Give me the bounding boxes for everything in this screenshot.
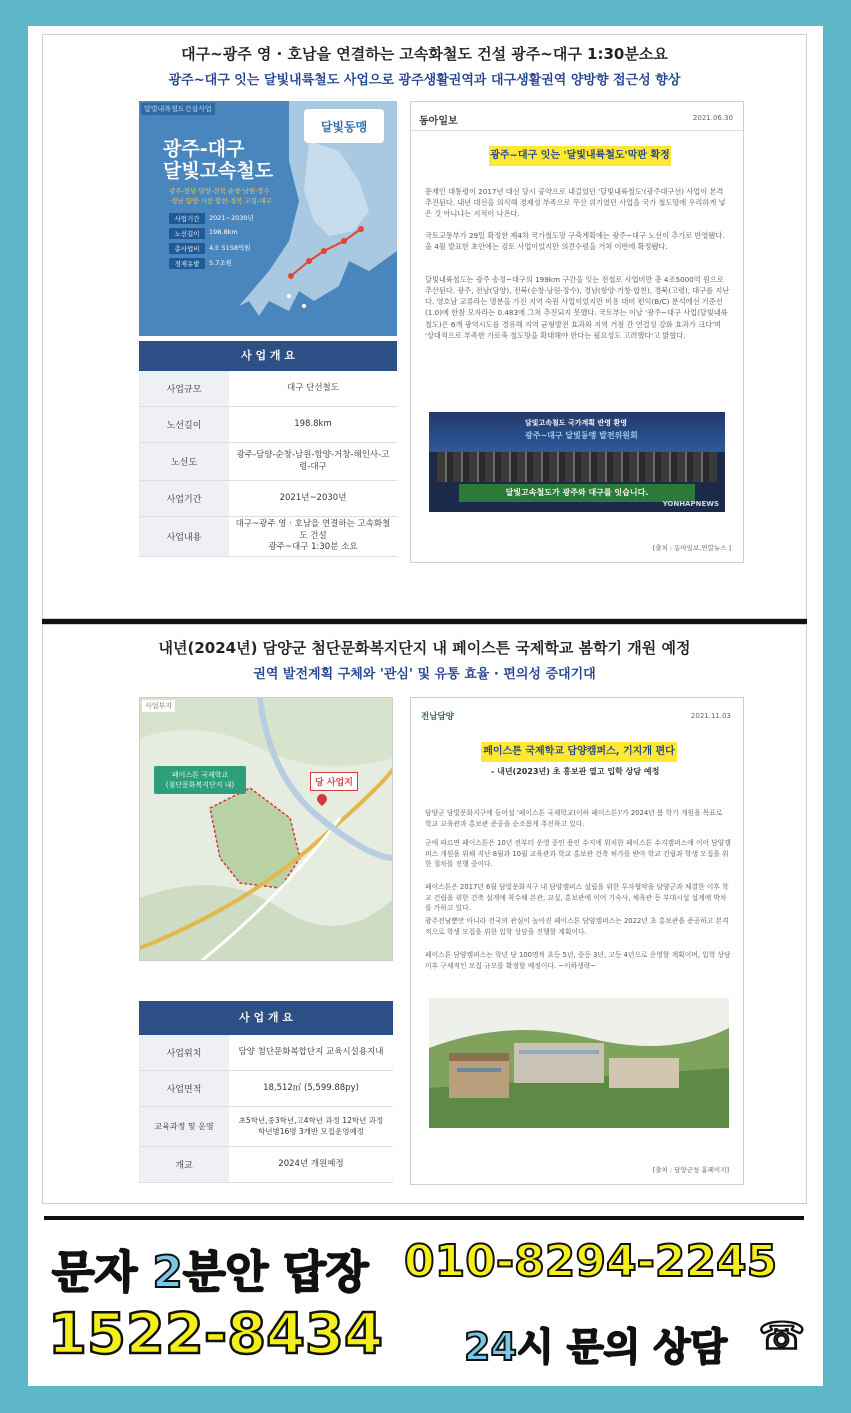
photo-banner: 달빛고속철도가 광주와 대구를 잇습니다. [459, 484, 695, 502]
sms-reply-text: 문자 2분안 답장 [52, 1247, 369, 1298]
news-paragraph: 페이스튼은 2017년 6월 담빛문화지구 내 담양캠퍼스 설립을 위한 투자협약을 담양군과 체결한 이후 학교 건립을 위한 건축 설계에 착수해 본관, 교실, 홍보관에 이어 기숙사, 체육관 등 부대시설 설계에 박차를 가하고 있다. [425, 883, 729, 913]
overview-label: 사업내용 [139, 517, 229, 556]
mobile-phone-number[interactable]: 010-8294-2245 [404, 1236, 778, 1287]
overview-value: 대구~광주 영 · 호남을 연결하는 고속화철도 건설 광주~대구 1:30분 소요 [235, 519, 391, 553]
news-credit: [출처 : 동아일보,연합뉴스 ] [652, 544, 731, 552]
photo-sign-2: 광주~대구 달빛동맹 발전위원회 [525, 431, 638, 440]
overview-label: 사업규모 [139, 371, 229, 406]
section-title: 내년(2024년) 담양군 첨단문화복지단지 내 페이스튼 국제학교 봄학기 개원 예정 [158, 639, 691, 657]
overview-row [139, 517, 397, 557]
photo-people [437, 452, 717, 482]
overview-row [139, 407, 397, 443]
map-tag: 달빛내륙철도건설사업 [141, 103, 215, 115]
section-school [42, 624, 807, 1204]
overview-label: 사업면적 [139, 1071, 229, 1106]
news-paragraph: 문재인 대통령이 2017년 대선 당시 공약으로 내걸었던 '달빛내륙철도'(광주대구선) 사업이 본격 추진된다. 내년 대선을 의식해 경제성 부족으로 무산 위기였던 사업을 국가 철도망에 우리하게 넣은 것 아니냐는 지적이 나온다. [425, 187, 726, 219]
overview-value: 대구 단선철도 [287, 382, 339, 393]
phone-icon: ☏ [758, 1314, 806, 1358]
overview-row [139, 1107, 393, 1147]
photo-watermark: YONHAPNEWS [662, 500, 719, 508]
school-callout: 페이스튼 국제학교 (첨단문화복지단지 내) [154, 766, 246, 794]
overview-row [139, 1071, 393, 1107]
news-headline: 페이스튼 국제학교 담양캠퍼스, 기지개 편다 [481, 742, 677, 762]
news-divider [411, 130, 743, 131]
campus-rendering [429, 998, 729, 1128]
map-info-row [169, 258, 279, 269]
overview-label: 노선길이 [139, 407, 229, 442]
news-article-2 [410, 697, 744, 1185]
section-title: 대구~광주 영 · 호남을 연결하는 고속화철도 건설 광주~대구 1:30분소요 [181, 45, 668, 63]
overview-header: 사 업 개 요 [139, 1001, 393, 1035]
overview-value: 2021년~2030년 [279, 492, 347, 503]
overview-label: 사업기간 [139, 481, 229, 516]
contact-banner [44, 1216, 804, 1368]
page-frame [28, 26, 823, 1386]
map-info-label: 총사업비 [169, 243, 205, 254]
news-paragraph: 페이스튼 담양캠퍼스는 학년 당 100명씩 초등 5년, 중등 3년, 고등 4년으로 운영할 계획이며, 입학 상담 이후 구체적인 모집 규모를 확정할 예정이다. ~이하생략~ [425, 951, 731, 970]
section-subtitle: 권역 발전계획 구체와 '관심' 및 유통 효율 · 편의성 증대기대 [253, 667, 596, 682]
news-article-1 [410, 101, 744, 563]
news-paragraph: 국토교통부가 29일 확정한 제4차 국가철도망 구축계획에는 광주~대구 노선이 추가로 반영됐다. 올 4월 발표한 초안에는 검토 사업이었지만 의견수렴을 거쳐 이번에 확정됐다. [425, 231, 725, 252]
news-photo [429, 412, 725, 512]
map-info-value: 2021~2030년 [209, 214, 254, 222]
map-info-label: 경제유발 [169, 258, 205, 269]
map-info-rows [169, 213, 279, 273]
overview-row [139, 1035, 393, 1071]
map-info-row [169, 228, 279, 239]
overview-header: 사 업 개 요 [139, 341, 397, 371]
hotline-number[interactable]: 1522-8434 [48, 1302, 383, 1367]
map-heading: 광주-대구 달빛고속철도 [163, 138, 274, 182]
map-info-row [169, 213, 279, 224]
site-map [139, 697, 393, 961]
site-map-graphic [140, 698, 393, 961]
news-source: 동아일보 [419, 116, 458, 127]
map-info-label: 노선길이 [169, 228, 205, 239]
map-info-label: 사업기간 [169, 213, 205, 224]
overview-row [139, 371, 397, 407]
overview-value: 18,512㎡ (5,599.88py) [263, 1082, 359, 1093]
overview-value: 2024년 개원예정 [278, 1158, 344, 1169]
24h-consult-text: 24시 문의 상담 [464, 1325, 727, 1369]
overview-row [139, 1147, 393, 1183]
overview-value: 담양 첨단문화복합단지 교육시설용지내 [238, 1046, 384, 1057]
overview-value: 광주-담양-순창-남원-함양-거창-해인사-고령-대구 [236, 450, 390, 472]
railway-map-card [139, 101, 397, 336]
overview-label: 교육과정 및 운영 [139, 1107, 229, 1146]
daldal-logo: 달빛동맹 [304, 109, 384, 143]
map-info-value: 5.7조원 [209, 259, 232, 267]
site-map-tag: 사업부지 [142, 700, 175, 712]
news-subhead: - 내년(2023년) 초 홍보관 열고 입학 상담 예정 [491, 767, 660, 776]
map-info-row [169, 243, 279, 254]
news-credit: [출처 : 담양군청 홈페이지] [652, 1166, 729, 1174]
section-railway [42, 34, 807, 619]
route-line: 광주-전남 담양-전북 순창·남원·장수 [169, 187, 270, 195]
news-source: 전남담양 [421, 712, 454, 722]
overview-value: 초5학년,중3학년,고4학년 과정 12학년 과정 학년별16명 3개반 모집운영예정 [238, 1116, 384, 1136]
overview-label: 사업위치 [139, 1035, 229, 1070]
section-subtitle: 광주~대구 잇는 달빛내륙철도 사업으로 광주생활권역과 대구생활권역 양방향 접근성 향상 [168, 73, 681, 88]
overview-label: 개교 [139, 1147, 229, 1182]
news-date: 2021.06.30 [692, 114, 733, 122]
news-paragraph: 군에 따르면 페이스튼은 10년 전부터 운영 중인 용인 수지에 위치한 페이스튼 수지캠퍼스에 이어 담양캠퍼스 개원을 위해 지난 8월과 10월 교육관과 학교 홍보관 건축 허가를 받아 학교 건립과 학생 모집을 위한 절차를 진행 중이다. [425, 839, 731, 869]
overview-row [139, 443, 397, 481]
site-pin-label: 당 사업지 [310, 772, 358, 791]
news-date: 2021.11.03 [690, 712, 731, 720]
news-headline: 광주~대구 잇는 '달빛내륙철도'막판 확정 [489, 146, 671, 166]
news-paragraph: 담양군 담빛문화지구에 들어설 '페이스튼 국제학교(이하 페이스튼)'가 2024년 봄 학기 개원을 목표로 학교 교육관과 홍보관 준공을 순조롭게 추진하고 있다. [425, 809, 723, 828]
news-paragraph: 광주전남뿐만 아니라 전국의 관심이 높아진 페이스튼 담양캠퍼스는 2022년 초 홍보관을 준공하고 본격적으로 학생 모집을 위한 입학 상담을 진행할 계획이다. [425, 917, 729, 936]
overview-label: 노선도 [139, 443, 229, 480]
map-info-value: 4조 5158억원 [209, 244, 251, 252]
overview-row [139, 481, 397, 517]
route-line-2: ·경남 함양·거창·합천-경북 고령-대구 [169, 197, 272, 205]
overview-value: 198.8km [294, 418, 332, 429]
news-paragraph: 달빛내륙철도는 광주 송정~대구의 199km 구간을 잇는 전철로 사업비만 총 4조5000억 원으로 추산된다. 광주, 전남(담양), 전북(순창·남원·장수), 경남(함양·거창·합천), 경북(고령), 대구를 지난다. 영호남 교류라는 명분을 가진 지역 숙원 사업이었지만 비용 대비 편익(B/C) 분석에선 기준선(1.0)에 한참 모자라는 0.483에 그쳐 추진되지 못했다. 국토부는 이날 '광주~대구 사업(달빛내륙철도)은 6개 광역시도를 경유해 지역 균형발전 효과와 지역 거점 간 연결성 강화 효과가 크다'며 '상대적으로 부족한 가로축 철도망을 확대해야 한다는 필요성도 고려했다'고 밝혔다. [425, 275, 730, 340]
map-info-value: 198.8km [209, 228, 238, 236]
photo-sign-1: 달빛고속철도 국가계획 반영 환영 [525, 419, 627, 427]
